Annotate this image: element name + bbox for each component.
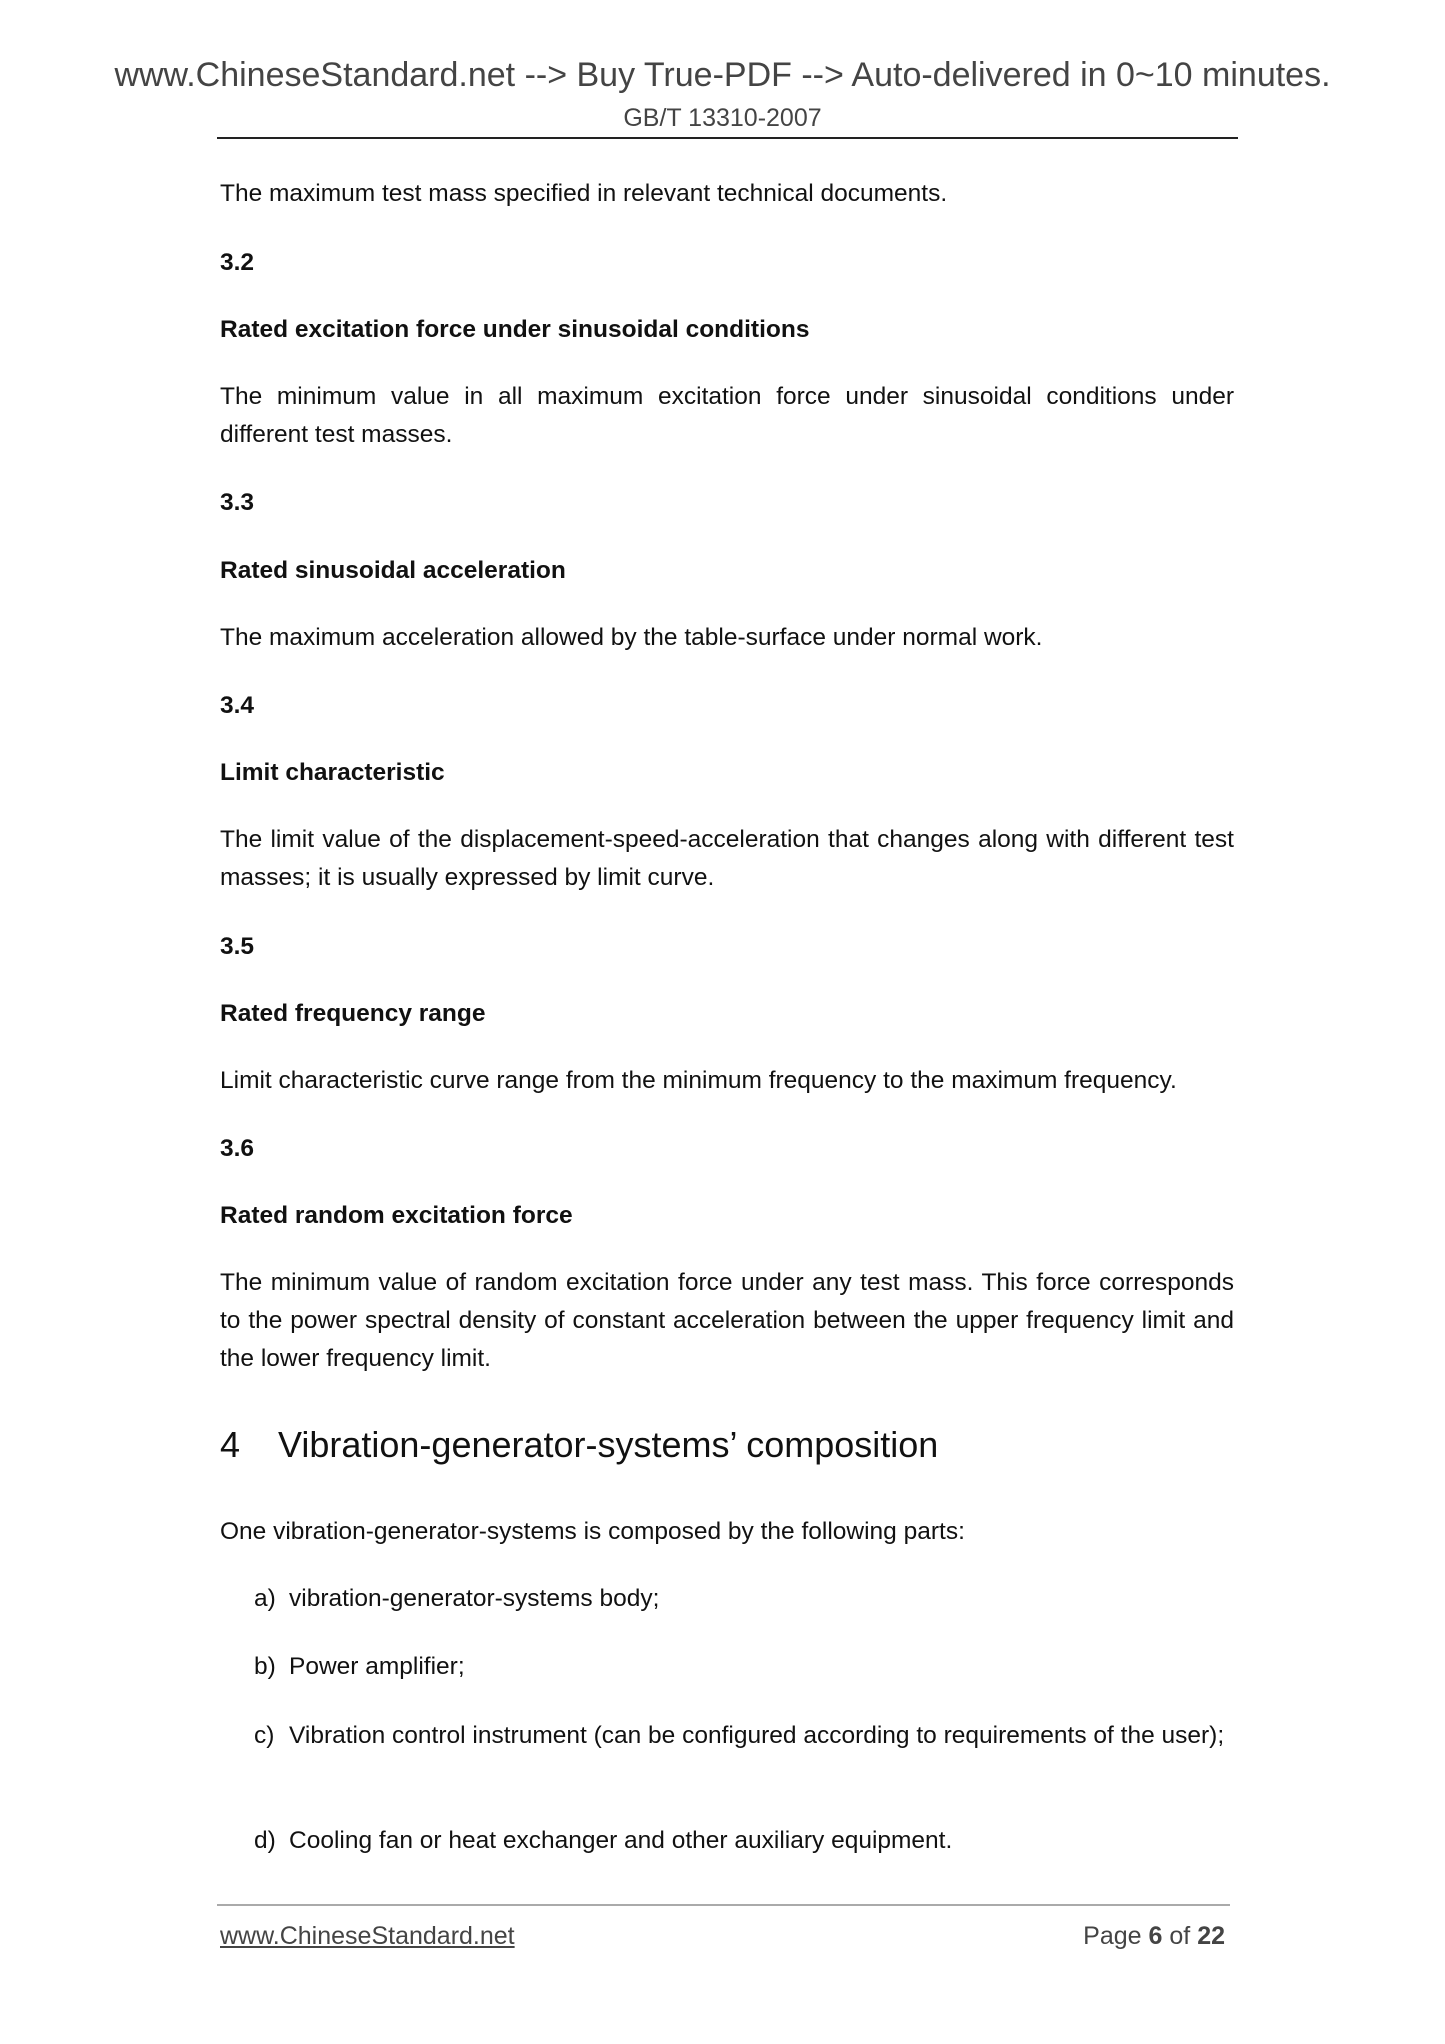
list-item: [254, 1580, 1234, 1618]
term-definition: The limit value of the displacement-speed-acceleration that changes along with different test masses; it is usually expressed by limit curve.: [220, 826, 1234, 891]
term-title: Rated sinusoidal acceleration: [220, 557, 566, 584]
list-marker: c): [254, 1722, 275, 1749]
section-heading: [220, 1424, 938, 1466]
page-indicator: [1083, 1922, 1225, 1951]
list-marker: a): [254, 1585, 276, 1612]
list-text: Power amplifier;: [289, 1653, 465, 1680]
term-title: Rated frequency range: [220, 1000, 486, 1027]
page-label: Page: [1083, 1922, 1142, 1950]
section-intro: One vibration-generator-systems is composed by the following parts:: [220, 1518, 965, 1545]
term-number: 3.4: [220, 692, 255, 719]
term-number: 3.5: [220, 933, 255, 960]
current-page: 6: [1148, 1922, 1163, 1950]
of-label: of: [1169, 1922, 1191, 1950]
standard-number: GB/T 13310-2007: [623, 104, 822, 132]
term-title: Rated random excitation force: [220, 1202, 573, 1229]
term-number: 3.2: [220, 249, 255, 276]
term-definition: The minimum value of random excitation force under any test mass. This force corresponds to the power spectral density of constant acceleration between the upper frequency limit and the lower frequency limit.: [220, 1269, 1234, 1372]
footer-divider: [217, 1904, 1230, 1906]
total-pages: 22: [1197, 1922, 1225, 1950]
term-number: 3.6: [220, 1135, 255, 1162]
term-number: 3.3: [220, 489, 255, 516]
list-item: [254, 1822, 1234, 1860]
list-item: [254, 1717, 1234, 1755]
term-definition: The maximum acceleration allowed by the table-surface under normal work.: [220, 624, 1043, 651]
term-title: Rated excitation force under sinusoidal conditions: [220, 316, 810, 343]
footer-website-link[interactable]: www.ChineseStandard.net: [220, 1922, 515, 1950]
term-definition: Limit characteristic curve range from the minimum frequency to the maximum frequency.: [220, 1067, 1177, 1094]
section-number: 4: [220, 1424, 241, 1465]
list-item: [254, 1648, 1234, 1686]
header-banner: www.ChineseStandard.net --> Buy True-PDF --> Auto-delivered in 0~10 minutes.: [114, 56, 1331, 94]
list-text: Vibration control instrument (can be configured according to requirements of the user);: [289, 1722, 1225, 1749]
section-title: Vibration-generator-systems’ composition: [278, 1424, 939, 1465]
list-text: Cooling fan or heat exchanger and other auxiliary equipment.: [289, 1827, 953, 1854]
term-title: Limit characteristic: [220, 759, 445, 786]
header-divider: [217, 137, 1238, 139]
intro-paragraph: The maximum test mass specified in relevant technical documents.: [220, 180, 948, 207]
list-marker: b): [254, 1653, 276, 1680]
list-marker: d): [254, 1827, 276, 1854]
term-definition: The minimum value in all maximum excitation force under sinusoidal conditions under different test masses.: [220, 383, 1234, 448]
list-text: vibration-generator-systems body;: [289, 1585, 660, 1612]
